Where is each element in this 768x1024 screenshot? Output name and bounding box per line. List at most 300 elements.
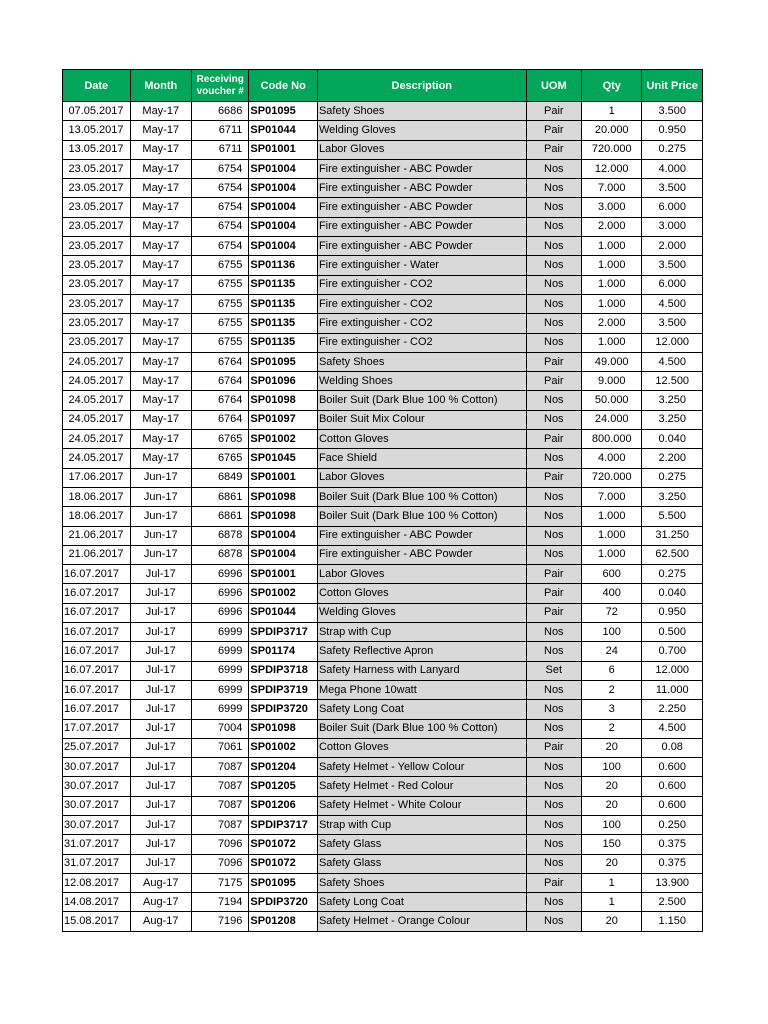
table-row <box>63 584 703 603</box>
cell-code: SP01204 <box>249 758 318 777</box>
table-row <box>63 661 703 680</box>
cell-date: 24.05.2017 <box>63 430 131 449</box>
cell-month: May-17 <box>130 179 191 198</box>
cell-date: 17.06.2017 <box>63 468 131 487</box>
cell-month: Jul-17 <box>130 661 191 680</box>
cell-code: SPDIP3720 <box>249 893 318 912</box>
cell-qty: 20 <box>582 738 642 757</box>
cell-date: 16.07.2017 <box>63 700 131 719</box>
cell-unit-price: 12.000 <box>642 333 703 352</box>
header-month: Month <box>130 70 191 102</box>
cell-code: SP01001 <box>249 565 318 584</box>
cell-month: Jun-17 <box>130 507 191 526</box>
cell-code: SP01135 <box>249 314 318 333</box>
cell-voucher: 7087 <box>191 796 248 815</box>
cell-voucher: 7096 <box>191 835 248 854</box>
cell-code: SP01095 <box>249 102 318 121</box>
cell-month: Jul-17 <box>130 623 191 642</box>
cell-unit-price: 0.375 <box>642 854 703 873</box>
cell-code: SP01004 <box>249 545 318 564</box>
cell-uom: Nos <box>526 294 581 313</box>
header-qty: Qty <box>582 70 642 102</box>
cell-code: SPDIP3719 <box>249 680 318 699</box>
table-row <box>63 873 703 892</box>
header-date: Date <box>63 70 131 102</box>
cell-code: SP01004 <box>249 217 318 236</box>
cell-date: 23.05.2017 <box>63 294 131 313</box>
cell-date: 17.07.2017 <box>63 719 131 738</box>
cell-date: 24.05.2017 <box>63 352 131 371</box>
cell-voucher: 6755 <box>191 314 248 333</box>
cell-code: SP01208 <box>249 912 318 931</box>
cell-qty: 1.000 <box>582 275 642 294</box>
cell-code: SPDIP3720 <box>249 700 318 719</box>
cell-voucher: 6996 <box>191 565 248 584</box>
cell-code: SPDIP3718 <box>249 661 318 680</box>
cell-voucher: 7087 <box>191 815 248 834</box>
cell-uom: Nos <box>526 487 581 506</box>
table-row <box>63 603 703 622</box>
cell-voucher: 6999 <box>191 623 248 642</box>
cell-date: 16.07.2017 <box>63 661 131 680</box>
table-row <box>63 545 703 564</box>
cell-qty: 100 <box>582 623 642 642</box>
cell-voucher: 6764 <box>191 410 248 429</box>
cell-date: 23.05.2017 <box>63 256 131 275</box>
cell-unit-price: 2.500 <box>642 893 703 912</box>
cell-date: 23.05.2017 <box>63 217 131 236</box>
cell-description: Labor Gloves <box>317 468 526 487</box>
cell-uom: Nos <box>526 796 581 815</box>
cell-uom: Pair <box>526 102 581 121</box>
cell-voucher: 6711 <box>191 140 248 159</box>
cell-description: Face Shield <box>317 449 526 468</box>
cell-uom: Nos <box>526 719 581 738</box>
table-row <box>63 333 703 352</box>
cell-code: SP01098 <box>249 719 318 738</box>
cell-uom: Nos <box>526 758 581 777</box>
cell-description: Safety Glass <box>317 854 526 873</box>
cell-description: Fire extinguisher - ABC Powder <box>317 545 526 564</box>
cell-unit-price: 0.700 <box>642 642 703 661</box>
cell-code: SP01072 <box>249 835 318 854</box>
cell-date: 16.07.2017 <box>63 584 131 603</box>
cell-uom: Nos <box>526 854 581 873</box>
cell-description: Fire extinguisher - CO2 <box>317 294 526 313</box>
cell-voucher: 6861 <box>191 487 248 506</box>
cell-unit-price: 3.500 <box>642 102 703 121</box>
cell-voucher: 6878 <box>191 545 248 564</box>
cell-qty: 1.000 <box>582 333 642 352</box>
cell-qty: 3.000 <box>582 198 642 217</box>
cell-date: 14.08.2017 <box>63 893 131 912</box>
cell-unit-price: 0.600 <box>642 796 703 815</box>
cell-voucher: 7175 <box>191 873 248 892</box>
cell-date: 23.05.2017 <box>63 275 131 294</box>
cell-unit-price: 2.200 <box>642 449 703 468</box>
cell-description: Safety Helmet - Red Colour <box>317 777 526 796</box>
cell-uom: Pair <box>526 121 581 140</box>
cell-voucher: 6755 <box>191 275 248 294</box>
table-row <box>63 507 703 526</box>
header-row <box>63 70 703 102</box>
cell-date: 24.05.2017 <box>63 449 131 468</box>
cell-unit-price: 31.250 <box>642 526 703 545</box>
cell-unit-price: 0.375 <box>642 835 703 854</box>
cell-qty: 1 <box>582 102 642 121</box>
cell-voucher: 7004 <box>191 719 248 738</box>
table-row <box>63 777 703 796</box>
cell-description: Safety Shoes <box>317 102 526 121</box>
cell-date: 16.07.2017 <box>63 603 131 622</box>
cell-date: 21.06.2017 <box>63 526 131 545</box>
cell-qty: 600 <box>582 565 642 584</box>
cell-qty: 20.000 <box>582 121 642 140</box>
cell-date: 30.07.2017 <box>63 815 131 834</box>
cell-code: SP01072 <box>249 854 318 873</box>
header-uom: UOM <box>526 70 581 102</box>
cell-unit-price: 6.000 <box>642 198 703 217</box>
cell-voucher: 6996 <box>191 603 248 622</box>
cell-voucher: 7196 <box>191 912 248 931</box>
cell-uom: Pair <box>526 352 581 371</box>
cell-qty: 720.000 <box>582 468 642 487</box>
cell-month: Jul-17 <box>130 758 191 777</box>
table-row <box>63 102 703 121</box>
cell-qty: 1 <box>582 873 642 892</box>
cell-voucher: 6878 <box>191 526 248 545</box>
cell-date: 13.05.2017 <box>63 121 131 140</box>
cell-month: Jul-17 <box>130 796 191 815</box>
cell-description: Fire extinguisher - ABC Powder <box>317 198 526 217</box>
cell-date: 18.06.2017 <box>63 507 131 526</box>
table-row <box>63 526 703 545</box>
cell-uom: Pair <box>526 603 581 622</box>
cell-date: 24.05.2017 <box>63 391 131 410</box>
cell-voucher: 6764 <box>191 391 248 410</box>
cell-month: Aug-17 <box>130 912 191 931</box>
cell-description: Labor Gloves <box>317 140 526 159</box>
cell-qty: 720.000 <box>582 140 642 159</box>
table-row <box>63 121 703 140</box>
cell-date: 07.05.2017 <box>63 102 131 121</box>
cell-qty: 24 <box>582 642 642 661</box>
cell-qty: 50.000 <box>582 391 642 410</box>
cell-uom: Nos <box>526 623 581 642</box>
cell-code: SP01044 <box>249 603 318 622</box>
cell-month: May-17 <box>130 352 191 371</box>
cell-qty: 72 <box>582 603 642 622</box>
cell-qty: 2 <box>582 680 642 699</box>
cell-unit-price: 0.040 <box>642 430 703 449</box>
cell-voucher: 6765 <box>191 449 248 468</box>
cell-uom: Pair <box>526 372 581 391</box>
cell-qty: 2 <box>582 719 642 738</box>
cell-qty: 800.000 <box>582 430 642 449</box>
cell-month: Jun-17 <box>130 487 191 506</box>
cell-uom: Nos <box>526 275 581 294</box>
cell-qty: 12.000 <box>582 159 642 178</box>
header-unit-price: Unit Price <box>642 70 703 102</box>
cell-month: Jul-17 <box>130 854 191 873</box>
cell-month: May-17 <box>130 256 191 275</box>
cell-month: Jun-17 <box>130 526 191 545</box>
cell-month: May-17 <box>130 333 191 352</box>
cell-uom: Nos <box>526 391 581 410</box>
table-row <box>63 758 703 777</box>
header-code: Code No <box>249 70 318 102</box>
cell-code: SP01001 <box>249 468 318 487</box>
cell-date: 13.05.2017 <box>63 140 131 159</box>
cell-uom: Nos <box>526 700 581 719</box>
cell-description: Fire extinguisher - Water <box>317 256 526 275</box>
cell-unit-price: 0.040 <box>642 584 703 603</box>
table-row <box>63 140 703 159</box>
cell-unit-price: 6.000 <box>642 275 703 294</box>
cell-qty: 100 <box>582 815 642 834</box>
cell-voucher: 6754 <box>191 179 248 198</box>
table-row <box>63 719 703 738</box>
cell-voucher: 6996 <box>191 584 248 603</box>
cell-code: SP01004 <box>249 526 318 545</box>
cell-month: Jul-17 <box>130 777 191 796</box>
cell-description: Fire extinguisher - ABC Powder <box>317 237 526 256</box>
cell-code: SP01002 <box>249 584 318 603</box>
cell-qty: 20 <box>582 777 642 796</box>
cell-voucher: 6755 <box>191 256 248 275</box>
cell-description: Strap with Cup <box>317 623 526 642</box>
cell-qty: 2.000 <box>582 314 642 333</box>
cell-qty: 1.000 <box>582 294 642 313</box>
cell-qty: 20 <box>582 796 642 815</box>
cell-unit-price: 3.250 <box>642 391 703 410</box>
cell-code: SP01004 <box>249 159 318 178</box>
table-row <box>63 700 703 719</box>
cell-month: Jul-17 <box>130 603 191 622</box>
cell-uom: Nos <box>526 449 581 468</box>
cell-qty: 20 <box>582 854 642 873</box>
cell-month: Jul-17 <box>130 719 191 738</box>
cell-voucher: 7096 <box>191 854 248 873</box>
cell-month: Jun-17 <box>130 468 191 487</box>
table-row <box>63 314 703 333</box>
cell-voucher: 6861 <box>191 507 248 526</box>
cell-date: 31.07.2017 <box>63 835 131 854</box>
cell-code: SP01098 <box>249 391 318 410</box>
cell-date: 18.06.2017 <box>63 487 131 506</box>
cell-description: Cotton Gloves <box>317 584 526 603</box>
cell-voucher: 7061 <box>191 738 248 757</box>
cell-qty: 24.000 <box>582 410 642 429</box>
cell-date: 16.07.2017 <box>63 642 131 661</box>
cell-description: Safety Helmet - Orange Colour <box>317 912 526 931</box>
cell-description: Fire extinguisher - CO2 <box>317 333 526 352</box>
cell-voucher: 6686 <box>191 102 248 121</box>
cell-month: May-17 <box>130 121 191 140</box>
table-row <box>63 430 703 449</box>
cell-description: Safety Glass <box>317 835 526 854</box>
cell-month: May-17 <box>130 237 191 256</box>
cell-description: Safety Helmet - Yellow Colour <box>317 758 526 777</box>
cell-month: May-17 <box>130 410 191 429</box>
cell-description: Boiler Suit (Dark Blue 100 % Cotton) <box>317 719 526 738</box>
cell-date: 23.05.2017 <box>63 314 131 333</box>
cell-unit-price: 0.500 <box>642 623 703 642</box>
cell-uom: Nos <box>526 237 581 256</box>
cell-qty: 7.000 <box>582 179 642 198</box>
cell-unit-price: 3.500 <box>642 314 703 333</box>
table-row <box>63 738 703 757</box>
cell-unit-price: 3.000 <box>642 217 703 236</box>
cell-code: SP01136 <box>249 256 318 275</box>
cell-description: Fire extinguisher - CO2 <box>317 314 526 333</box>
cell-voucher: 6999 <box>191 700 248 719</box>
cell-month: May-17 <box>130 372 191 391</box>
cell-code: SP01098 <box>249 507 318 526</box>
cell-uom: Nos <box>526 159 581 178</box>
table-row <box>63 468 703 487</box>
cell-unit-price: 5.500 <box>642 507 703 526</box>
cell-description: Fire extinguisher - ABC Powder <box>317 179 526 198</box>
cell-uom: Nos <box>526 314 581 333</box>
cell-month: Jul-17 <box>130 815 191 834</box>
cell-unit-price: 4.500 <box>642 294 703 313</box>
header-voucher: Receiving voucher # <box>191 70 248 102</box>
cell-code: SP01044 <box>249 121 318 140</box>
cell-code: SP01095 <box>249 873 318 892</box>
cell-qty: 49.000 <box>582 352 642 371</box>
cell-uom: Nos <box>526 815 581 834</box>
cell-month: May-17 <box>130 294 191 313</box>
cell-month: Jun-17 <box>130 545 191 564</box>
cell-description: Strap with Cup <box>317 815 526 834</box>
cell-description: Welding Gloves <box>317 603 526 622</box>
cell-uom: Nos <box>526 179 581 198</box>
cell-code: SP01135 <box>249 275 318 294</box>
table-row <box>63 449 703 468</box>
cell-date: 15.08.2017 <box>63 912 131 931</box>
cell-unit-price: 1.150 <box>642 912 703 931</box>
cell-date: 30.07.2017 <box>63 758 131 777</box>
cell-unit-price: 0.950 <box>642 121 703 140</box>
cell-description: Cotton Gloves <box>317 430 526 449</box>
cell-voucher: 6755 <box>191 333 248 352</box>
cell-uom: Nos <box>526 256 581 275</box>
cell-month: May-17 <box>130 430 191 449</box>
cell-month: Jul-17 <box>130 584 191 603</box>
table-row <box>63 372 703 391</box>
cell-uom: Nos <box>526 507 581 526</box>
cell-description: Safety Reflective Apron <box>317 642 526 661</box>
cell-date: 16.07.2017 <box>63 680 131 699</box>
cell-code: SP01098 <box>249 487 318 506</box>
cell-voucher: 6754 <box>191 237 248 256</box>
cell-uom: Nos <box>526 410 581 429</box>
cell-date: 16.07.2017 <box>63 565 131 584</box>
cell-qty: 1.000 <box>582 507 642 526</box>
cell-description: Welding Shoes <box>317 372 526 391</box>
cell-voucher: 6754 <box>191 198 248 217</box>
table-row <box>63 256 703 275</box>
cell-date: 23.05.2017 <box>63 333 131 352</box>
cell-description: Fire extinguisher - ABC Powder <box>317 159 526 178</box>
cell-unit-price: 3.500 <box>642 179 703 198</box>
cell-unit-price: 0.275 <box>642 565 703 584</box>
cell-code: SP01004 <box>249 198 318 217</box>
cell-qty: 1.000 <box>582 545 642 564</box>
cell-description: Safety Harness with Lanyard <box>317 661 526 680</box>
cell-qty: 9.000 <box>582 372 642 391</box>
cell-uom: Nos <box>526 777 581 796</box>
cell-code: SP01095 <box>249 352 318 371</box>
cell-uom: Nos <box>526 545 581 564</box>
cell-date: 23.05.2017 <box>63 237 131 256</box>
table-row <box>63 275 703 294</box>
cell-uom: Nos <box>526 835 581 854</box>
cell-unit-price: 2.000 <box>642 237 703 256</box>
table-row <box>63 642 703 661</box>
cell-code: SPDIP3717 <box>249 815 318 834</box>
cell-voucher: 6754 <box>191 159 248 178</box>
cell-month: May-17 <box>130 217 191 236</box>
cell-unit-price: 3.500 <box>642 256 703 275</box>
cell-description: Safety Shoes <box>317 873 526 892</box>
table-row <box>63 217 703 236</box>
cell-unit-price: 62.500 <box>642 545 703 564</box>
table-row <box>63 237 703 256</box>
cell-code: SP01174 <box>249 642 318 661</box>
table-row <box>63 179 703 198</box>
cell-month: May-17 <box>130 449 191 468</box>
cell-voucher: 6999 <box>191 661 248 680</box>
cell-uom: Nos <box>526 198 581 217</box>
cell-voucher: 7087 <box>191 758 248 777</box>
cell-unit-price: 0.950 <box>642 603 703 622</box>
cell-description: Fire extinguisher - CO2 <box>317 275 526 294</box>
cell-voucher: 6764 <box>191 352 248 371</box>
cell-unit-price: 2.250 <box>642 700 703 719</box>
cell-qty: 150 <box>582 835 642 854</box>
table-body <box>63 102 703 932</box>
cell-unit-price: 4.500 <box>642 352 703 371</box>
cell-description: Fire extinguisher - ABC Powder <box>317 526 526 545</box>
cell-month: Jul-17 <box>130 680 191 699</box>
table-row <box>63 854 703 873</box>
cell-unit-price: 0.600 <box>642 777 703 796</box>
cell-unit-price: 0.275 <box>642 468 703 487</box>
cell-uom: Nos <box>526 680 581 699</box>
cell-month: Jul-17 <box>130 835 191 854</box>
cell-date: 24.05.2017 <box>63 372 131 391</box>
table-row <box>63 835 703 854</box>
cell-description: Safety Shoes <box>317 352 526 371</box>
cell-uom: Nos <box>526 642 581 661</box>
cell-unit-price: 4.500 <box>642 719 703 738</box>
cell-code: SP01097 <box>249 410 318 429</box>
cell-unit-price: 11.000 <box>642 680 703 699</box>
cell-uom: Pair <box>526 584 581 603</box>
cell-uom: Nos <box>526 893 581 912</box>
cell-description: Safety Long Coat <box>317 893 526 912</box>
cell-voucher: 7087 <box>191 777 248 796</box>
receiving-table <box>62 69 703 932</box>
cell-voucher: 6765 <box>191 430 248 449</box>
cell-month: May-17 <box>130 198 191 217</box>
cell-unit-price: 4.000 <box>642 159 703 178</box>
cell-code: SP01206 <box>249 796 318 815</box>
cell-uom: Pair <box>526 140 581 159</box>
cell-qty: 4.000 <box>582 449 642 468</box>
